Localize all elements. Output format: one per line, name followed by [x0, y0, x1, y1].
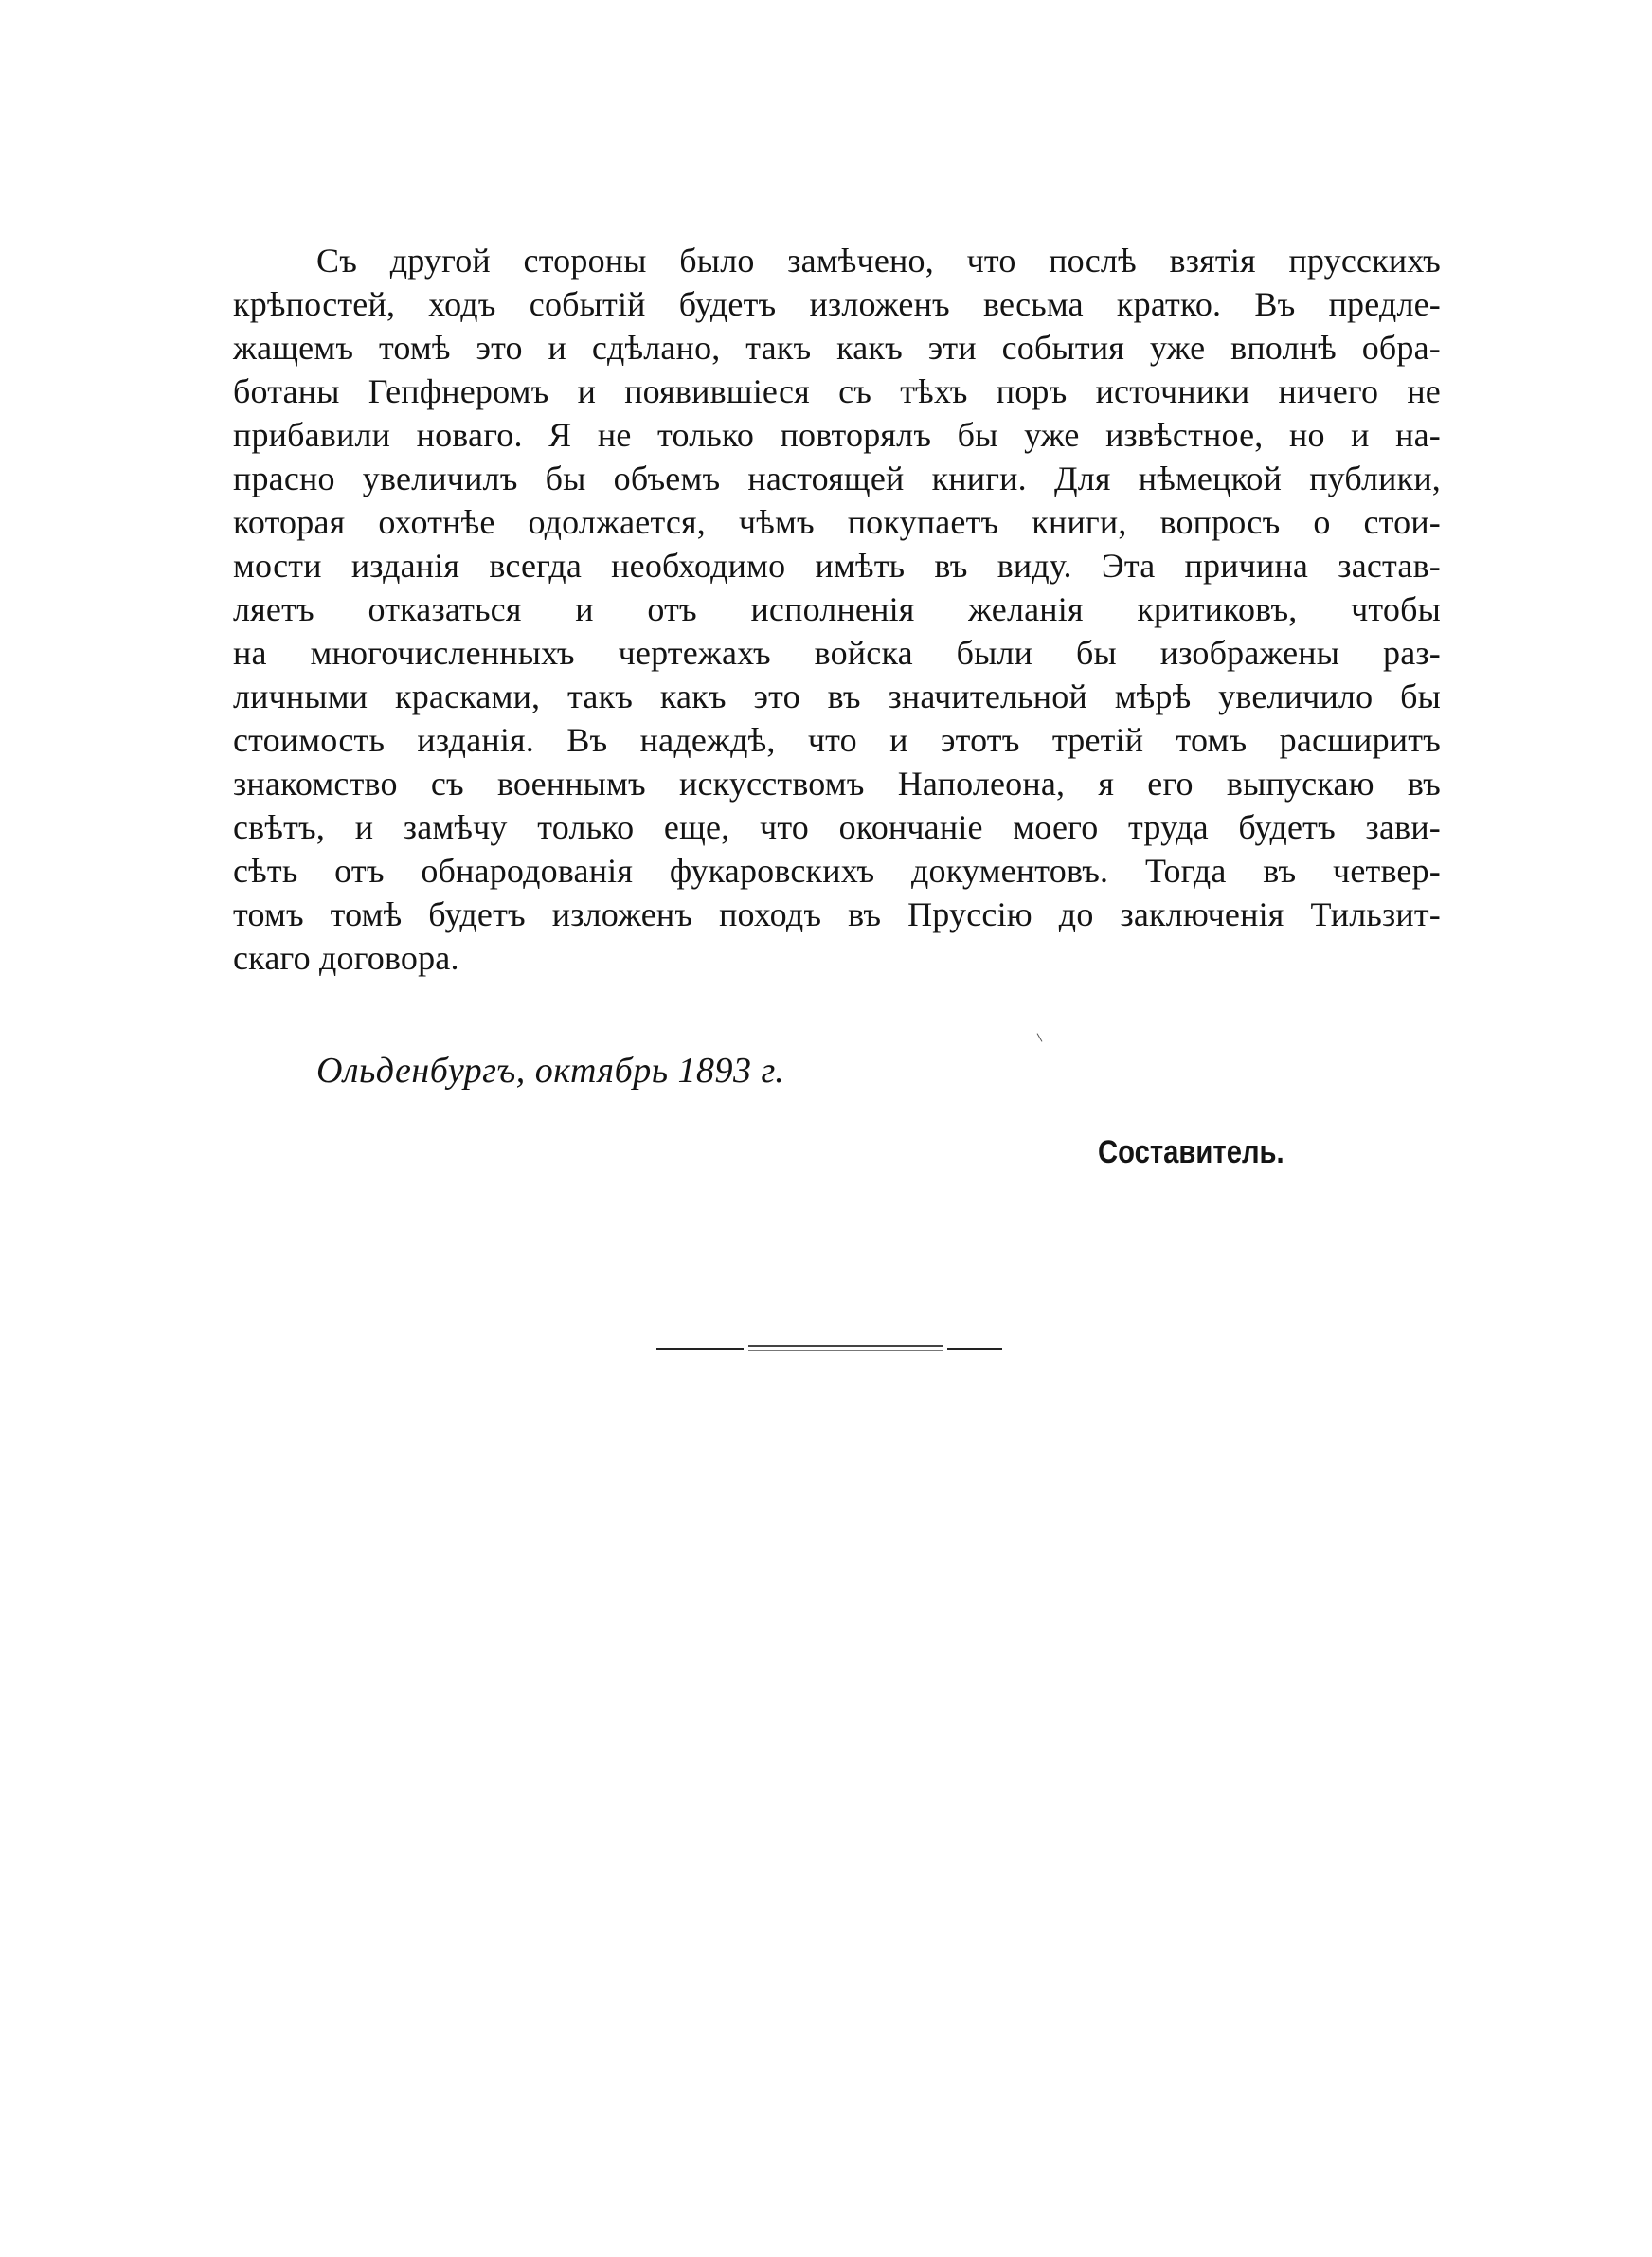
text-line: свѣтъ, и замѣчу только еще, что окончаніе моего труда будетъ зави- [233, 808, 1441, 846]
rule-segment [656, 1348, 744, 1350]
text-line: жащемъ томѣ это и сдѣлано, такъ какъ эти события уже вполнѣ обра- [233, 329, 1441, 367]
text-line: прибавили новаго. Я не только повторялъ бы уже извѣстное, но и на- [233, 416, 1441, 454]
text-line: личными красками, такъ какъ это въ значительной мѣрѣ увеличило бы [233, 677, 1441, 715]
text-line: крѣпостей, ходъ событій будетъ изложенъ весьма кратко. Въ предле- [233, 285, 1441, 323]
rule-segment [748, 1345, 943, 1347]
text-line: скаго договора. [233, 939, 459, 977]
text-line: на многочисленныхъ чертежахъ войска были бы изображены раз- [233, 634, 1441, 672]
text-line: ботаны Гепфнеромъ и появившіеся съ тѣхъ поръ источники ничего не [233, 372, 1441, 410]
text-line: Съ другой стороны было замѣчено, что послѣ взятія прусскихъ [316, 242, 1441, 280]
text-line: мости изданія всегда необходимо имѣть въ виду. Эта причина застав- [233, 547, 1441, 585]
rule-segment [947, 1348, 1002, 1350]
body-paragraph [233, 239, 1441, 980]
text-line: знакомство съ военнымъ искусствомъ Наполеона, я его выпускаю въ [233, 765, 1441, 803]
text-line: сѣть отъ обнародованія фукаровскихъ документовъ. Тогда въ четвер- [233, 852, 1441, 890]
author-signature: Составитель. [1098, 1134, 1284, 1170]
text-line: стоимость изданія. Въ надеждѣ, что и этотъ третій томъ расширитъ [233, 721, 1441, 759]
text-line: томъ томѣ будетъ изложенъ походъ въ Пруссію до заключенія Тильзит- [233, 895, 1441, 933]
text-line: ляетъ отказаться и отъ исполненія желанія критиковъ, чтобы [233, 590, 1441, 628]
stray-mark [1037, 1033, 1043, 1041]
place-date-line: Ольденбургъ, октябрь 1893 г. [316, 1051, 785, 1091]
text-line: которая охотнѣе одолжается, чѣмъ покупаетъ книги, вопросъ о стои- [233, 503, 1441, 541]
text-line: прасно увеличилъ бы объемъ настоящей книги. Для нѣмецкой публики, [233, 460, 1441, 497]
rule-segment [748, 1350, 943, 1351]
